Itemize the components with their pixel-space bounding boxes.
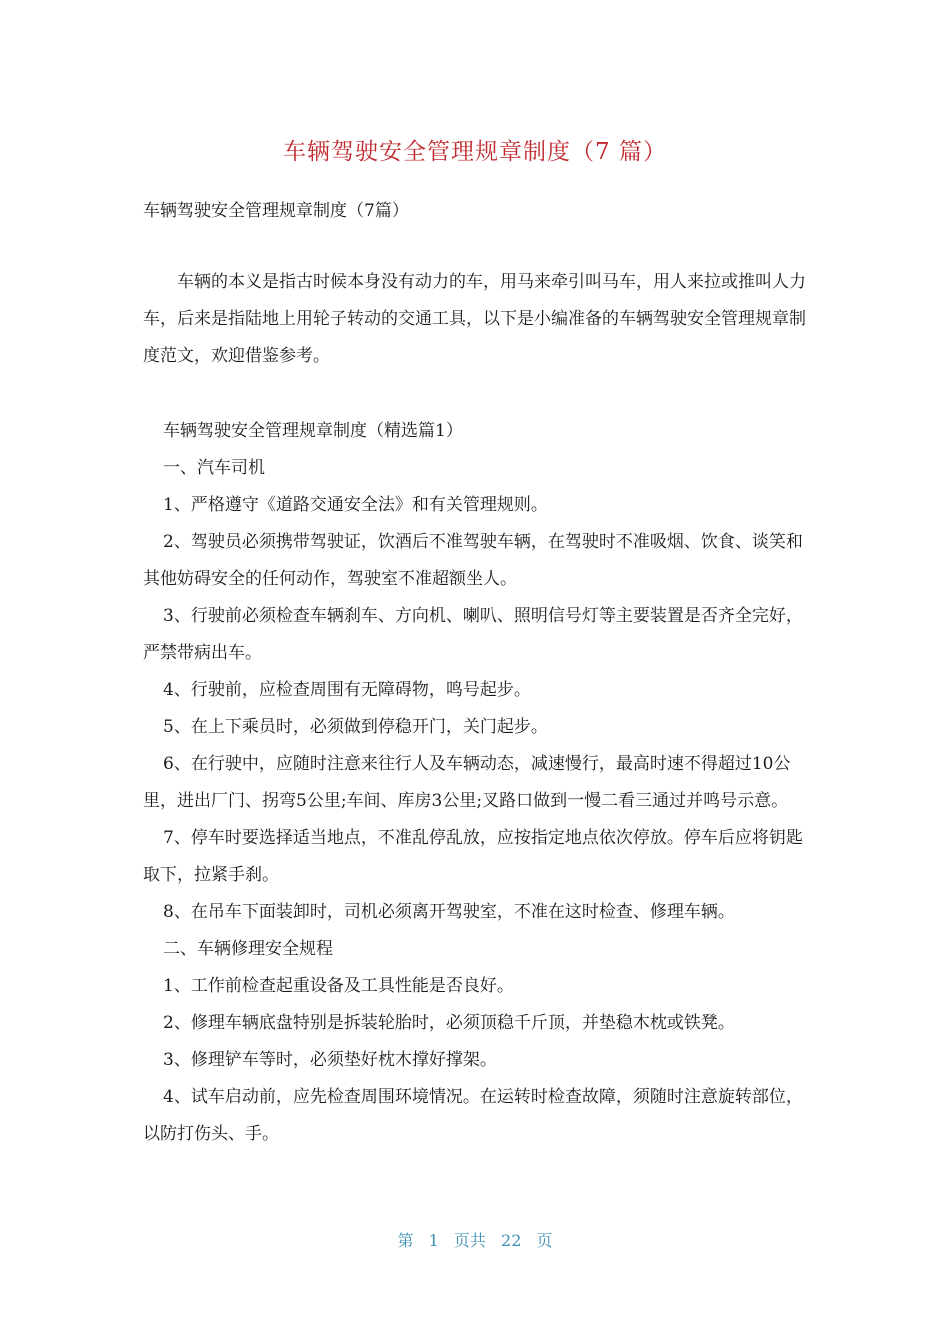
page-label: 页 — [536, 1231, 553, 1250]
document-subtitle: 车辆驾驶安全管理规章制度（7篇） — [143, 201, 409, 221]
page-footer — [0, 1228, 950, 1251]
section-heading: 二、车辆修理安全规程 — [163, 939, 333, 959]
list-item: 2、修理车辆底盘特别是拆装轮胎时，必须顶稳千斤顶，并垫稳木枕或铁凳。 — [163, 1013, 735, 1033]
list-item: 6、在行驶中，应随时注意来往行人及车辆动态，减速慢行，最高时速不得超过10公里，进出厂门、拐弯5公里;车间、库房3公里;叉路口做到一慢二看三通过并鸣号示意。 — [143, 754, 791, 811]
current-page-number: 1 — [428, 1231, 439, 1250]
document-title: 车辆驾驶安全管理规章制度（7 篇） — [283, 139, 667, 165]
total-pages-number: 22 — [501, 1231, 522, 1250]
section-heading: 车辆驾驶安全管理规章制度（精选篇1） — [163, 421, 463, 441]
list-item: 7、停车时要选择适当地点，不准乱停乱放，应按指定地点依次停放。停车后应将钥匙取下，拉紧手刹。 — [143, 828, 803, 885]
list-item: 4、试车启动前，应先检查周围环境情况。在运转时检查故障，须随时注意旋转部位，以防打伤头、手。 — [143, 1087, 803, 1144]
intro-paragraph: 车辆的本义是指古时候本身没有动力的车，用马来牵引叫马车，用人来拉或推叫人力车，后来是指陆地上用轮子转动的交通工具，以下是小编准备的车辆驾驶安全管理规章制度范文，欢迎借鉴参考。 — [143, 272, 806, 366]
list-item: 1、工作前检查起重设备及工具性能是否良好。 — [163, 976, 514, 996]
section-heading: 一、汽车司机 — [163, 458, 265, 478]
page-label: 页共 — [453, 1231, 486, 1250]
document-body — [143, 413, 808, 1153]
list-item: 8、在吊车下面装卸时，司机必须离开驾驶室，不准在这时检查、修理车辆。 — [163, 902, 735, 922]
list-item: 3、修理铲车等时，必须垫好枕木撑好撑架。 — [163, 1050, 497, 1070]
list-item: 3、行驶前必须检查车辆刹车、方向机、喇叭、照明信号灯等主要装置是否齐全完好，严禁带病出车。 — [143, 606, 803, 663]
list-item: 4、行驶前，应检查周围有无障碍物，鸣号起步。 — [163, 680, 531, 700]
list-item: 5、在上下乘员时，必须做到停稳开门，关门起步。 — [163, 717, 548, 737]
list-item: 1、严格遵守《道路交通安全法》和有关管理规则。 — [163, 495, 548, 515]
page-label: 第 — [397, 1231, 414, 1250]
list-item: 2、驾驶员必须携带驾驶证，饮酒后不准驾驶车辆，在驾驶时不准吸烟、饮食、谈笑和其他妨碍安全的任何动作，驾驶室不准超额坐人。 — [143, 532, 803, 589]
